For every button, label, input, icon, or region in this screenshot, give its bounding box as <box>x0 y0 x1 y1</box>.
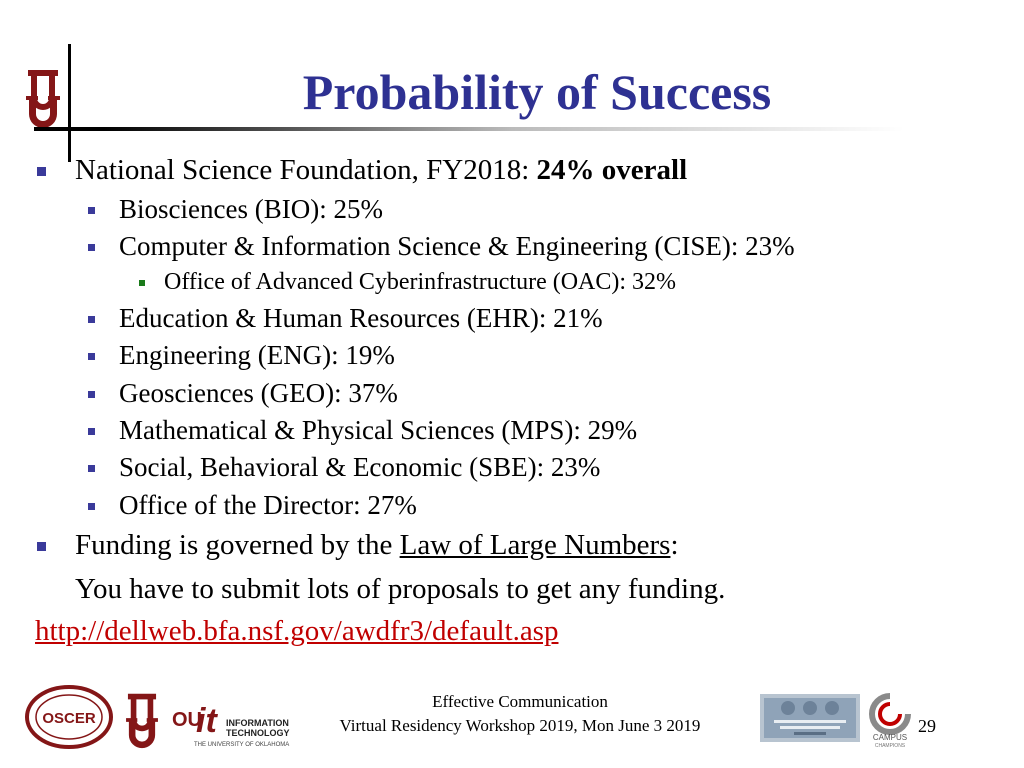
bullet-marker <box>88 353 95 360</box>
bullet-text: Mathematical & Physical Sciences (MPS): 29% <box>119 415 638 445</box>
bullet-text: Funding is governed by the <box>75 529 400 561</box>
title-horizontal-rule <box>34 127 904 131</box>
oscer-logo-text: OSCER <box>42 710 96 727</box>
bullet-text: Biosciences (BIO): 25% <box>119 194 383 224</box>
bullet-nsf <box>75 154 687 187</box>
bullet-marker <box>139 280 145 286</box>
bullet-text: Office of Advanced Cyberinfrastructure (OAC): 32% <box>164 269 677 295</box>
svg-text:THE UNIVERSITY OF OKLAHOMA: THE UNIVERSITY OF OKLAHOMA <box>194 742 290 748</box>
bullet-marker <box>37 542 46 551</box>
bullet-mps <box>119 415 637 446</box>
slide-title: Probability of Success <box>302 64 772 120</box>
bullet-marker <box>88 316 95 323</box>
page-number: 29 <box>918 716 936 736</box>
bullet-od <box>119 490 417 521</box>
footer-line-1: Effective Communication <box>432 692 608 711</box>
bullet-geo <box>119 378 398 409</box>
bullet-text: National Science Foundation, FY2018: <box>75 154 537 186</box>
bullet-text: Social, Behavioral & Economic (SBE): 23% <box>119 452 601 482</box>
bullet-continuation: You have to submit lots of proposals to get any funding. <box>75 573 726 605</box>
bullet-marker <box>37 167 46 176</box>
oscer-logo-icon <box>24 685 114 749</box>
bullet-marker <box>88 503 95 510</box>
nsf-url-link[interactable]: http://dellweb.bfa.nsf.gov/awdfr3/default.asp <box>35 615 559 647</box>
law-of-large-numbers-link[interactable]: Law of Large Numbers <box>399 529 671 561</box>
bullet-text: Education & Human Resources (EHR): 21% <box>119 303 603 333</box>
bullet-text: Engineering (ENG): 19% <box>119 340 395 370</box>
bullet-sbe <box>119 452 600 483</box>
bullet-text: Office of the Director: 27% <box>119 490 417 520</box>
svg-text:INFORMATION: INFORMATION <box>226 718 289 728</box>
bullet-eng <box>119 340 395 371</box>
bullet-oac <box>164 269 676 296</box>
svg-text:TECHNOLOGY: TECHNOLOGY <box>226 728 290 738</box>
ou-footer-logo-icon <box>120 690 164 750</box>
campus-champions-logo-icon <box>866 692 914 748</box>
bullet-funding <box>75 529 679 562</box>
svg-text:it: it <box>196 702 217 740</box>
bullet-bold-text: 24% overall <box>536 154 688 186</box>
bullet-marker <box>88 428 95 435</box>
svg-text:OU: OU <box>172 709 202 731</box>
bullet-text: Computer & Information Science & Engineering (CISE): 23% <box>119 231 795 261</box>
bullet-cise <box>119 231 795 262</box>
bullet-ehr <box>119 303 603 334</box>
bullet-marker <box>88 391 95 398</box>
bullet-marker <box>88 465 95 472</box>
cyberinfrastructure-workshop-badge-icon <box>760 694 860 742</box>
bullet-marker <box>88 207 95 214</box>
information-technology-logo-icon <box>170 690 290 750</box>
svg-text:CHAMPIONS: CHAMPIONS <box>874 743 906 748</box>
bullet-text-after: : <box>670 529 679 561</box>
bullet-marker <box>88 244 95 251</box>
bullet-bio <box>119 194 383 225</box>
bullet-text: Geosciences (GEO): 37% <box>119 378 398 408</box>
footer-line-2: Virtual Residency Workshop 2019, Mon June 3 2019 <box>339 716 701 735</box>
svg-text:CAMPUS: CAMPUS <box>872 733 908 742</box>
